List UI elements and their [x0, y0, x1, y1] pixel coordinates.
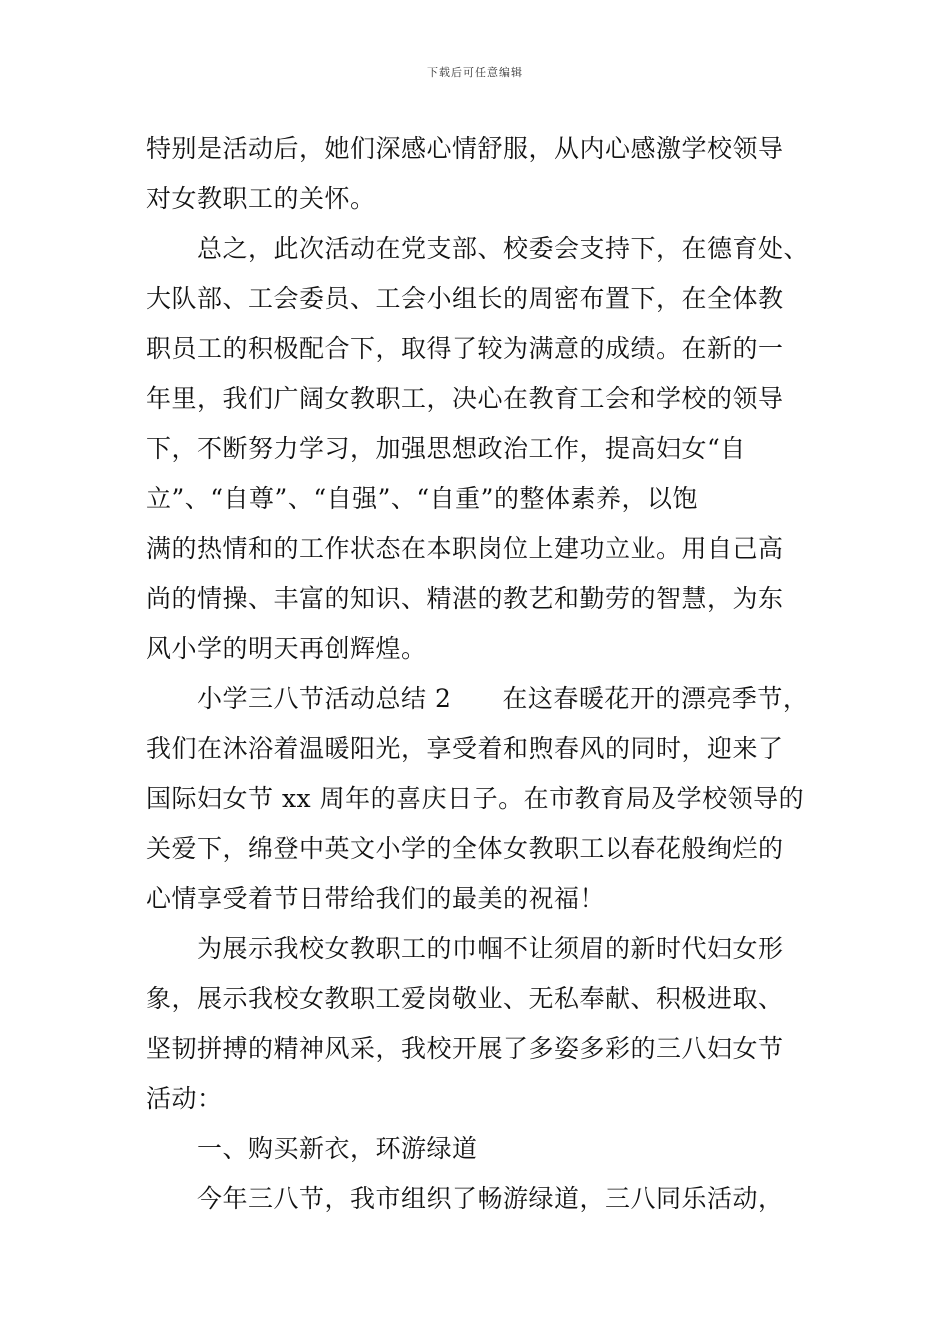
text-line: 关爱下，绵登中英文小学的全体女教职工以春花般绚烂的 — [146, 834, 784, 863]
text-line: 坚韧拼搏的精神风采，我校开展了多姿多彩的三八妇女节 — [146, 1034, 784, 1063]
text-line: 特别是活动后，她们深感心情舒服，从内心感激学校领导 — [146, 134, 784, 163]
text-line: 心情享受着节日带给我们的最美的祝福！ — [146, 884, 606, 913]
text-line: 职员工的积极配合下，取得了较为满意的成绩。在新的一 — [146, 334, 784, 363]
text-line: 尚的情操、丰富的知识、精湛的教艺和勤劳的智慧，为东 — [146, 584, 784, 613]
text-line: 满的热情和的工作状态在本职岗位上建功立业。用自己高 — [146, 534, 784, 563]
text-line: 总之，此次活动在党支部、校委会支持下，在德育处、 — [146, 234, 810, 263]
text-line: 小学三八节活动总结 2 在这春暖花开的漂亮季节， — [146, 684, 809, 713]
text-line: 国际妇女节 xx 周年的喜庆日子。在市教育局及学校领导的 — [146, 784, 805, 813]
text-line: 下，不断努力学习，加强思想政治工作，提高妇女“自 — [146, 434, 746, 463]
text-line: 今年三八节，我市组织了畅游绿道，三八同乐活动， — [146, 1184, 784, 1213]
text-line: 风小学的明天再创辉煌。 — [146, 634, 427, 663]
text-line: 一、购买新衣，环游绿道 — [146, 1134, 478, 1163]
text-line: 为展示我校女教职工的巾帼不让须眉的新时代妇女形 — [146, 934, 784, 963]
text-line: 我们在沐浴着温暖阳光，享受着和煦春风的同时，迎来了 — [146, 734, 784, 763]
text-line: 对女教职工的关怀。 — [146, 184, 376, 213]
text-line: 象，展示我校女教职工爱岗敬业、无私奉献、积极进取、 — [146, 984, 784, 1013]
text-line: 立”、“自尊”、“自强”、“自重”的整体素养，以饱 — [146, 484, 698, 513]
text-line: 活动： — [146, 1084, 223, 1113]
page-header: 下载后可任意编辑 — [427, 66, 523, 79]
text-line: 大队部、工会委员、工会小组长的周密布置下，在全体教 — [146, 284, 784, 313]
text-line: 年里，我们广阔女教职工，决心在教育工会和学校的领导 — [146, 384, 784, 413]
